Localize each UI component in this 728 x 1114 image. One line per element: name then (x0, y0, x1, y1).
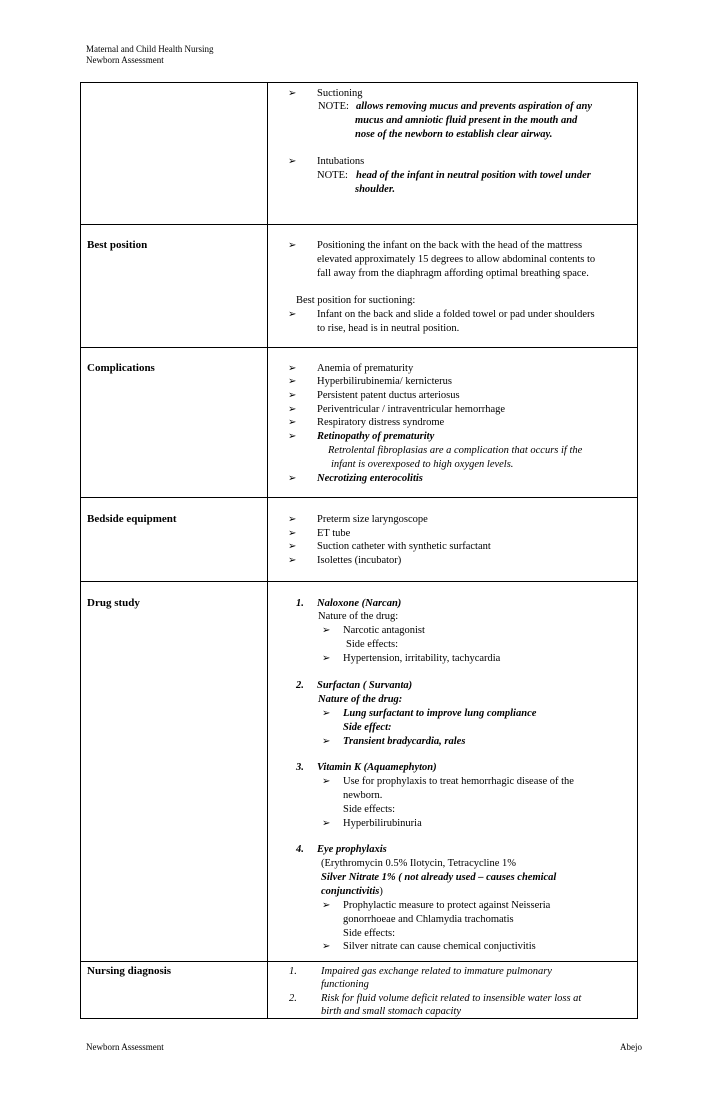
complication-note: Retrolental fibroplasias are a complication that occurs if the (328, 445, 583, 456)
drug-name: Eye prophylaxis (317, 844, 387, 855)
list-item: to rise, head is in neutral position. (317, 323, 460, 334)
bullet-arrow-icon: ➢ (288, 240, 297, 251)
table-row (81, 582, 637, 962)
bullet-arrow-icon: ➢ (322, 818, 331, 829)
drug-detail-emphasis: conjunctivitis (321, 886, 380, 897)
drug-name: Vitamin K (Aquamephyton) (317, 762, 437, 773)
drug-detail-paren: ) (379, 886, 383, 897)
list-item: Silver nitrate can cause chemical conjuctivitis (343, 941, 536, 952)
drug-detail (321, 885, 383, 898)
list-item: Retinopathy of prematurity (317, 431, 435, 442)
drug-nature: Nature of the drug: (318, 694, 403, 705)
note-prefix: NOTE: (318, 101, 349, 112)
list-item: Transient bradycardia, rales (343, 736, 466, 747)
bullet-arrow-icon: ➢ (288, 417, 297, 428)
list-item: Infant on the back and slide a folded towel or pad under shoulders (317, 309, 595, 320)
bullet-arrow-icon: ➢ (288, 528, 297, 539)
note-text: allows removing mucus and prevents aspiration of any (356, 101, 592, 112)
list-item: gonorrhoeae and Chlamydia trachomatis (343, 914, 514, 925)
table-row (81, 348, 637, 498)
table-row (81, 83, 637, 225)
diagnosis-number: 2. (289, 993, 297, 1004)
note-prefix: NOTE: (317, 170, 348, 181)
bullet-arrow-icon: ➢ (288, 376, 297, 387)
drug-number: 2. (296, 680, 304, 691)
bullet-arrow-icon: ➢ (322, 625, 331, 636)
list-item: Prophylactic measure to protect against Neisseria (343, 900, 551, 911)
footer-author: Abejo (620, 1042, 642, 1052)
drug-number: 3. (296, 762, 304, 773)
bullet-arrow-icon: ➢ (322, 653, 331, 664)
drug-number: 4. (296, 844, 304, 855)
list-item: Periventricular / intraventricular hemorrhage (317, 404, 506, 415)
note-text: nose of the newborn to establish clear airway. (355, 129, 553, 140)
diagnosis-text: Risk for fluid volume deficit related to insensible water loss at (321, 993, 582, 1004)
list-item: Anemia of prematurity (317, 363, 414, 374)
footer-title: Newborn Assessment (86, 1042, 164, 1052)
bullet-arrow-icon: ➢ (288, 541, 297, 552)
row-label-drug-study: Drug study (87, 597, 140, 609)
side-effects-label: Side effects: (343, 928, 395, 939)
bullet-arrow-icon: ➢ (322, 708, 331, 719)
list-item: Hyperbilirubinemia/ kernicterus (317, 376, 452, 387)
list-item: Isolettes (incubator) (317, 555, 402, 566)
list-item: Positioning the infant on the back with the head of the mattress (317, 240, 583, 251)
bullet-arrow-icon: ➢ (288, 363, 297, 374)
diagnosis-text: Impaired gas exchange related to immature pulmonary (321, 966, 552, 977)
row-label-bedside-equipment: Bedside equipment (87, 513, 177, 525)
drug-detail: (Erythromycin 0.5% Ilotycin, Tetracycline 1% (321, 858, 517, 869)
list-item: Lung surfactant to improve lung compliance (343, 708, 537, 719)
row-label-best-position: Best position (87, 239, 148, 251)
row-label-complications: Complications (87, 362, 155, 374)
bullet-arrow-icon: ➢ (288, 88, 297, 99)
bullet-arrow-icon: ➢ (288, 473, 297, 484)
list-item: elevated approximately 15 degrees to allow abdominal contents to (317, 254, 596, 265)
list-item: ET tube (317, 528, 351, 539)
bullet-arrow-icon: ➢ (288, 514, 297, 525)
note-text: mucus and amniotic fluid present in the mouth and (355, 115, 578, 126)
diagnosis-text: birth and small stomach capacity (321, 1006, 461, 1017)
bullet-arrow-icon: ➢ (322, 736, 331, 747)
list-item: Hypertension, irritability, tachycardia (343, 653, 501, 664)
bullet-arrow-icon: ➢ (288, 156, 297, 167)
bullet-arrow-icon: ➢ (288, 404, 297, 415)
list-item: Persistent patent ductus arteriosus (317, 390, 460, 401)
bullet-arrow-icon: ➢ (322, 900, 331, 911)
header-topic: Newborn Assessment (86, 55, 164, 65)
side-effects-label: Side effect: (343, 722, 392, 733)
subheading: Best position for suctioning: (296, 295, 416, 306)
drug-number: 1. (296, 598, 304, 609)
diagnosis-number: 1. (289, 966, 297, 977)
list-item: newborn. (343, 790, 383, 801)
list-item: Preterm size laryngoscope (317, 514, 428, 525)
drug-nature: Nature of the drug: (318, 611, 399, 622)
bullet-arrow-icon: ➢ (288, 390, 297, 401)
note-text: shoulder. (355, 184, 395, 195)
drug-name: Surfactan ( Survanta) (317, 680, 413, 691)
list-item: Use for prophylaxis to treat hemorrhagic disease of the (343, 776, 574, 787)
diagnosis-text: functioning (321, 979, 369, 990)
header-course: Maternal and Child Health Nursing (86, 44, 214, 54)
drug-name: Naloxone (Narcan) (317, 598, 402, 609)
list-item: Suction catheter with synthetic surfactant (317, 541, 491, 552)
side-effects-label: Side effects: (346, 639, 398, 650)
bullet-arrow-icon: ➢ (288, 555, 297, 566)
complication-note: infant is overexposed to high oxygen levels. (331, 459, 514, 470)
bullet-arrow-icon: ➢ (322, 941, 331, 952)
bullet-arrow-icon: ➢ (288, 309, 297, 320)
list-item: Respiratory distress syndrome (317, 417, 445, 428)
bullet-arrow-icon: ➢ (288, 431, 297, 442)
suctioning-item: Suctioning (317, 88, 363, 99)
assessment-table (80, 82, 638, 1019)
list-item: Necrotizing enterocolitis (317, 473, 423, 484)
intubations-item: Intubations (317, 156, 365, 167)
note-text: head of the infant in neutral position with towel under (356, 170, 591, 181)
drug-detail: Silver Nitrate 1% ( not already used – causes chemical (321, 872, 557, 883)
side-effects-label: Side effects: (343, 804, 395, 815)
table-row (81, 962, 637, 1019)
table-row (81, 498, 637, 582)
row-label-nursing-diagnosis: Nursing diagnosis (87, 965, 172, 977)
bullet-arrow-icon: ➢ (322, 776, 331, 787)
list-item: Narcotic antagonist (343, 625, 425, 636)
list-item: fall away from the diaphragm affording optimal breathing space. (317, 268, 589, 279)
list-item: Hyperbilirubinuria (343, 818, 422, 829)
table-row (81, 225, 637, 348)
